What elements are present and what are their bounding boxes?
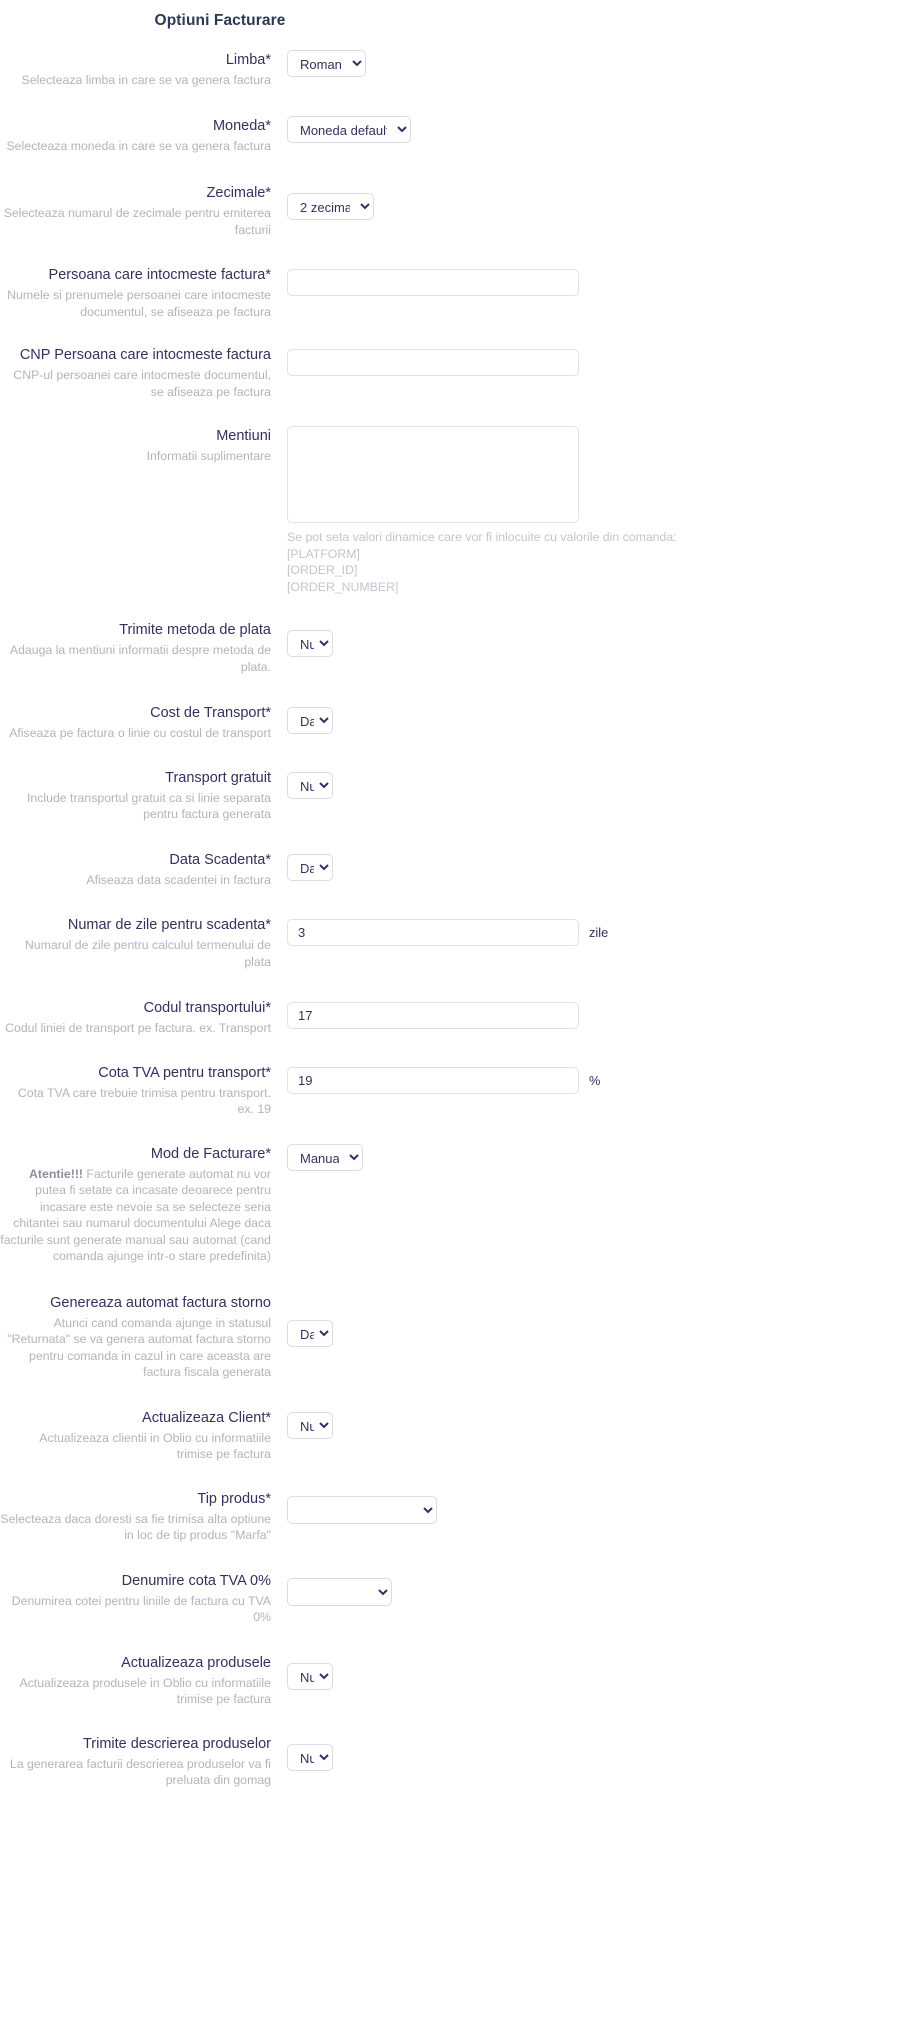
label-cod-transport: Codul transportului* <box>143 1000 271 1016</box>
input-cnp[interactable] <box>287 349 579 376</box>
label-col-mentiuni <box>0 426 287 465</box>
dynamic-note-intro: Se pot seta valori dinamice care vor fi inlocuite cu valorile din comanda: <box>287 530 677 544</box>
control-col-persoana <box>287 265 908 296</box>
help-mentiuni: Informatii suplimentare <box>146 449 271 463</box>
help-cota-tva-transport: Cota TVA care trebuie trimisa pentru transport. ex. 19 <box>17 1085 271 1116</box>
select-actualizeaza-client[interactable] <box>287 1412 333 1439</box>
label-col-transport-gratuit <box>0 768 287 823</box>
select-trimite-metoda-plata[interactable] <box>287 630 333 657</box>
control-col-data-scadenta <box>287 850 908 881</box>
label-actualizeaza-produsele: Actualizeaza produsele <box>121 1654 271 1671</box>
label-col-data-scadenta <box>0 850 287 889</box>
label-cnp: CNP Persoana care intocmeste factura <box>19 347 271 363</box>
control-col-actualizeaza-produsele <box>287 1653 908 1690</box>
label-moneda: Moneda* <box>212 117 271 134</box>
control-col-zile-scadenta <box>287 915 908 946</box>
dynamic-token-platform: [PLATFORM] <box>287 546 360 561</box>
select-trimite-descriere[interactable] <box>287 1744 333 1771</box>
control-col-trimite-metoda-plata <box>287 620 908 657</box>
control-col-cod-transport <box>287 998 908 1029</box>
help-denumire-cota-tva: Denumirea cotei pentru liniile de factura cu TVA 0% <box>11 1593 271 1624</box>
help-persoana: Numele si prenumele persoanei care intocmeste documentul, se afiseaza pe factura <box>7 288 271 319</box>
form-row-mod-facturare <box>0 1144 908 1265</box>
label-cota-tva-transport: Cota TVA pentru transport* <box>98 1064 271 1081</box>
form-row-factura-storno <box>0 1293 908 1381</box>
input-cod-transport[interactable] <box>287 1002 579 1029</box>
label-col-trimite-metoda-plata <box>0 620 287 675</box>
control-col-mentiuni <box>287 426 908 595</box>
label-col-actualizeaza-client <box>0 1408 287 1463</box>
label-persoana: Persoana care intocmeste factura* <box>48 267 271 283</box>
control-col-tip-produs <box>287 1489 908 1524</box>
label-col-persoana <box>0 265 287 320</box>
select-cost-transport[interactable] <box>287 707 333 734</box>
form-row-cost-transport <box>0 703 908 742</box>
form-row-trimite-descriere <box>0 1734 908 1789</box>
control-col-denumire-cota-tva <box>287 1571 908 1606</box>
help-actualizeaza-client: Actualizeaza clientii in Oblio cu informatiile trimise pe factura <box>39 1430 271 1461</box>
help-transport-gratuit: Include transportul gratuit ca si linie separata pentru factura generata <box>26 790 271 821</box>
form-row-moneda <box>0 116 908 155</box>
help-zecimale: Selecteaza numarul de zecimale pentru emiterea facturii <box>3 206 271 237</box>
input-cota-tva-transport[interactable] <box>287 1067 579 1094</box>
control-col-cost-transport <box>287 703 908 734</box>
control-col-zecimale <box>287 183 908 220</box>
help-trimite-descriere: La generarea facturii descrierea produselor va fi preluata din gomag <box>9 1756 271 1787</box>
label-col-cost-transport <box>0 703 287 742</box>
form-row-cnp <box>0 345 908 400</box>
label-zecimale: Zecimale* <box>206 185 271 201</box>
control-col-factura-storno <box>287 1293 908 1347</box>
textarea-mentiuni[interactable] <box>287 426 579 523</box>
label-col-zecimale <box>0 183 287 238</box>
select-factura-storno[interactable] <box>287 1320 333 1347</box>
control-col-limba <box>287 50 908 77</box>
select-denumire-cota-tva[interactable] <box>287 1578 392 1606</box>
form-row-cod-transport <box>0 998 908 1037</box>
select-limba[interactable] <box>287 50 366 77</box>
select-actualizeaza-produsele[interactable] <box>287 1663 333 1690</box>
label-zile-scadenta: Numar de zile pentru scadenta* <box>67 917 271 933</box>
label-col-limba <box>0 50 287 89</box>
input-zile-scadenta[interactable] <box>287 919 579 946</box>
help-cnp: CNP-ul persoanei care intocmeste documentul, se afiseaza pe factura <box>13 368 271 399</box>
select-tip-produs[interactable] <box>287 1496 437 1524</box>
help-moneda: Selecteaza moneda in care se va genera factura <box>6 138 271 153</box>
label-col-cod-transport <box>0 998 287 1037</box>
label-denumire-cota-tva: Denumire cota TVA 0% <box>121 1572 271 1589</box>
select-mod-facturare[interactable] <box>287 1144 363 1171</box>
dynamic-token-order-number: [ORDER_NUMBER] <box>287 579 399 594</box>
label-transport-gratuit: Transport gratuit <box>165 769 271 786</box>
label-trimite-metoda-plata: Trimite metoda de plata <box>119 622 271 638</box>
label-col-cota-tva-transport <box>0 1063 287 1118</box>
label-col-moneda <box>0 116 287 155</box>
form-row-mentiuni <box>0 426 908 595</box>
help-actualizeaza-produsele: Actualizeaza produsele in Oblio cu informatiile trimise pe factura <box>19 1675 271 1706</box>
label-factura-storno: Genereaza automat factura storno <box>50 1294 271 1311</box>
select-zecimale[interactable] <box>287 193 374 220</box>
label-col-actualizeaza-produsele <box>0 1653 287 1708</box>
control-col-trimite-descriere <box>287 1734 908 1771</box>
label-col-trimite-descriere <box>0 1734 287 1789</box>
help-zile-scadenta: Numarul de zile pentru calculul termenului de plata <box>24 938 271 969</box>
input-persoana[interactable] <box>287 269 579 296</box>
form-row-actualizeaza-client <box>0 1408 908 1463</box>
help-limba: Selecteaza limba in care se va genera factura <box>21 73 271 87</box>
help-factura-storno: Atunci cand comanda ajunge in statusul "Returnata" se va genera automat factura storno pentru comanda in cazul in care aceasta are factura fiscala generata <box>7 1315 271 1379</box>
select-moneda[interactable] <box>287 116 411 143</box>
help-mod-facturare <box>0 1166 271 1265</box>
dynamic-token-order-id: [ORDER_ID] <box>287 563 358 577</box>
select-transport-gratuit[interactable] <box>287 772 333 799</box>
dynamic-values-note <box>287 529 707 595</box>
label-col-cnp <box>0 345 287 400</box>
label-col-denumire-cota-tva <box>0 1571 287 1626</box>
label-col-factura-storno <box>0 1293 287 1381</box>
form-row-limba <box>0 50 908 89</box>
form-row-actualizeaza-produsele <box>0 1653 908 1708</box>
help-tip-produs: Selecteaza daca doresti sa fie trimisa alta optiune in loc de tip produs "Marfa" <box>0 1511 271 1542</box>
form-row-trimite-metoda-plata <box>0 620 908 675</box>
form-row-data-scadenta <box>0 850 908 889</box>
label-limba: Limba* <box>225 52 271 68</box>
label-mod-facturare: Mod de Facturare* <box>150 1145 271 1162</box>
label-col-mod-facturare <box>0 1144 287 1265</box>
control-col-moneda <box>287 116 908 143</box>
label-col-tip-produs <box>0 1489 287 1544</box>
form-row-transport-gratuit <box>0 768 908 823</box>
select-data-scadenta[interactable] <box>287 854 333 881</box>
control-col-cnp <box>287 345 908 376</box>
suffix-zile: zile <box>589 925 609 940</box>
label-actualizeaza-client: Actualizeaza Client* <box>142 1409 271 1426</box>
control-col-mod-facturare <box>287 1144 908 1171</box>
form-row-zile-scadenta <box>0 915 908 970</box>
help-trimite-metoda-plata: Adauga la mentiuni informatii despre metoda de plata. <box>9 643 271 674</box>
control-col-transport-gratuit <box>287 768 908 799</box>
label-tip-produs: Tip produs* <box>197 1490 271 1507</box>
help-cod-transport: Codul liniei de transport pe factura. ex. Transport <box>5 1021 271 1035</box>
form-row-denumire-cota-tva <box>0 1571 908 1626</box>
control-col-actualizeaza-client <box>287 1408 908 1439</box>
form-row-cota-tva-transport <box>0 1063 908 1118</box>
form-row-tip-produs <box>0 1489 908 1544</box>
suffix-percent: % <box>589 1072 601 1088</box>
label-data-scadenta: Data Scadenta* <box>169 851 271 868</box>
label-mentiuni: Mentiuni <box>216 428 271 444</box>
label-trimite-descriere: Trimite descrierea produselor <box>82 1735 271 1752</box>
help-mod-facturare-warning: Atentie!!! <box>29 1166 84 1181</box>
label-col-zile-scadenta <box>0 915 287 970</box>
form-row-persoana <box>0 265 908 320</box>
help-data-scadenta: Afiseaza data scadentei in factura <box>86 872 271 887</box>
form-row-zecimale <box>0 183 908 238</box>
help-mod-facturare-text: Facturile generate automat nu vor putea fi setate ca incasate deoarece pentru incasare este nevoie sa se selecteze seria chitantei sau numarul documentului Alege daca facturile sunt generate manual sau automat (cand comanda ajunge intr-o stare predefinita) <box>0 1166 271 1263</box>
control-col-cota-tva-transport <box>287 1063 908 1094</box>
label-cost-transport: Cost de Transport* <box>150 705 271 721</box>
help-cost-transport: Afiseaza pe factura o linie cu costul de transport <box>9 726 271 740</box>
page-title: Optiuni Facturare <box>154 12 286 29</box>
